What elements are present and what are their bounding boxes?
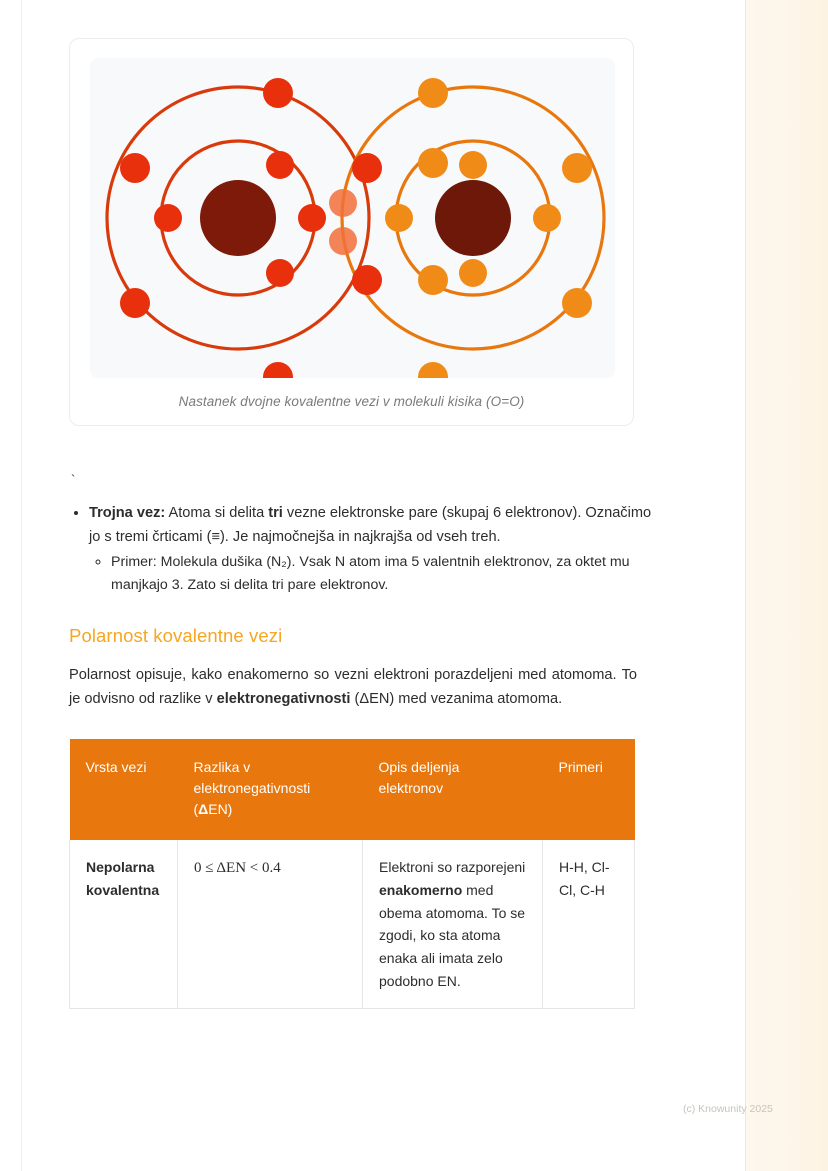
table-header-cell-razlika-en	[178, 739, 363, 840]
table-header-cell-vrsta-vezi: Vrsta vezi	[70, 739, 178, 840]
left-margin-strip	[0, 0, 22, 1171]
header-line-1: Razlika v	[193, 759, 251, 776]
bond-type-list	[69, 502, 657, 597]
paragraph-part-1: Polarnost opisuje, kako enakomerno so vezni elektroni porazdeljeni med atomoma. To je odvisno od razlike v	[69, 666, 637, 707]
table-header-row	[70, 739, 635, 840]
header-line-3-post: EN)	[208, 801, 233, 818]
desc-part-1: Elektroni so razporejeni	[379, 859, 526, 876]
bullet-bold-2: tri	[268, 505, 283, 521]
table-cell-delta-en: 0 ≤ ΔEN < 0.4	[178, 840, 363, 1009]
bullet-text-1: Atoma si delita	[165, 505, 269, 521]
header-line-2: elektronov	[378, 780, 444, 797]
figure-card	[69, 38, 634, 426]
table-cell-bond-type	[70, 840, 178, 1009]
list-item: ◦ Primer: Molekula dušika (N₂). Vsak N atom ima 5 valentnih elektronov, za oktet mu manjkajo 3. Zato si delita tri pare elektronov.	[111, 551, 657, 596]
table-header-cell-opis-deljenja	[363, 739, 543, 840]
section-paragraph	[69, 663, 637, 711]
polarity-table	[69, 739, 635, 1009]
bullet-text-3: vezne elektronske pare (skupaj 6 elektronov). Označimo jo s tremi črticami (≡). Je najmočnejša in najkrajša od vseh treh.	[89, 505, 652, 545]
header-line-3-pre: (	[193, 801, 199, 818]
table-header-cell-primeri: Primeri	[543, 739, 635, 840]
header-line-3-delta: Δ	[198, 801, 209, 818]
figure-caption: Nastanek dvojne kovalentne vezi v molekuli kisika (O=O)	[178, 394, 525, 409]
desc-part-2: med obema atomoma. To se zgodi, ko sta atoma enaka ali imata zelo podobno EN.	[379, 881, 526, 989]
table-cell-description	[363, 840, 543, 1009]
table-cell-examples: H-H, Cl-Cl, C-H	[543, 840, 635, 1009]
header-line-2: elektronegativnosti	[193, 780, 311, 797]
desc-bold-term: enakomerno	[379, 881, 463, 898]
document-content	[69, 0, 657, 1009]
paragraph-bold-term: elektronegativnosti	[216, 690, 351, 707]
oxygen-double-bond-diagram	[90, 58, 615, 378]
bond-type-line-1: Nepolarna	[86, 859, 155, 876]
table-row	[70, 840, 635, 1009]
section-heading-polarity: Polarnost kovalentne vezi	[69, 624, 283, 646]
bond-example-list	[89, 551, 657, 596]
paragraph-part-2: (ΔEN) med vezanima atomoma.	[350, 690, 563, 707]
list-item	[89, 502, 657, 597]
bond-type-line-2: kovalentna	[86, 881, 160, 898]
right-margin-strip	[745, 0, 828, 1171]
header-line-1: Opis deljenja	[378, 759, 460, 776]
document-sheet	[22, 0, 745, 1171]
watermark: (c) Knowunity 2025	[683, 1103, 773, 1115]
stray-character: `	[71, 472, 76, 487]
bullet-lead-label: Trojna vez:	[89, 505, 166, 521]
